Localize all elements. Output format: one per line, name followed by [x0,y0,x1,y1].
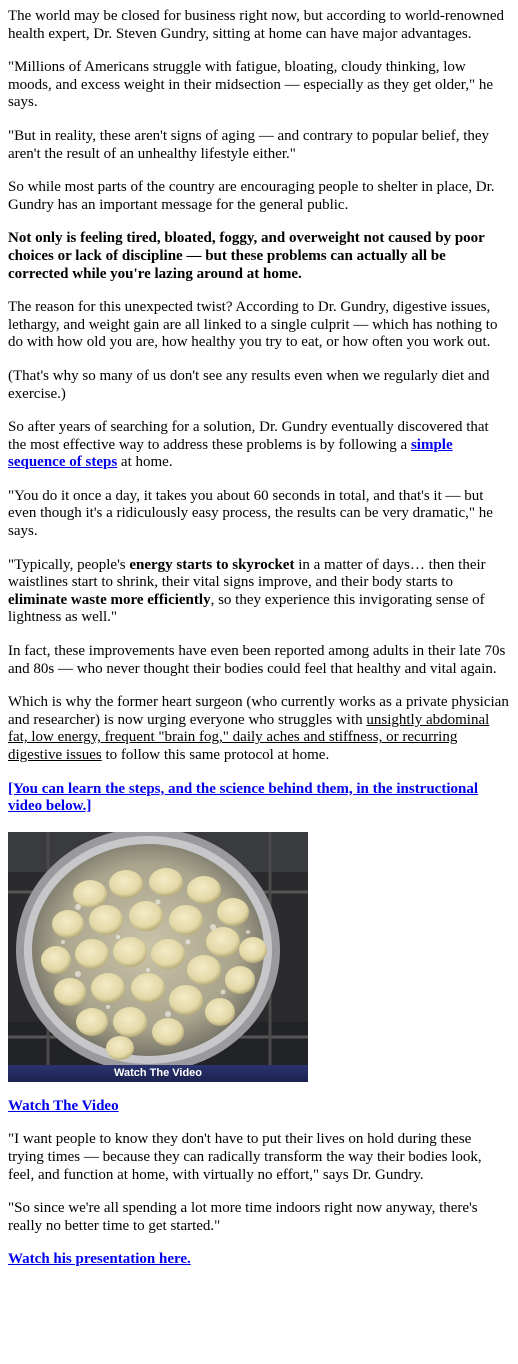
watch-video-link[interactable]: Watch The Video [8,1097,119,1114]
energy-bold-text: energy starts to skyrocket [129,556,295,573]
bold-claim-text: Not only is feeling tired, bloated, foggy, and overweight not caused by poor choices or lack of discipline — but these problems can actually all be corrected while you're lazing around at home. [8,230,485,282]
paragraph-solution [8,419,510,472]
quote4-part-c: in a matter of days… then their waistlines start to shrink, their vital signs improve, and their body starts to [8,556,486,591]
paragraph-quote-6: "So since we're all spending a lot more time indoors right now anyway, there's really no better time to get started." [8,1200,478,1234]
learn-steps-link[interactable]: [You can learn the steps, and the science behind them, in the instructional video below.] [8,780,479,815]
paragraph-culprit: The reason for this unexpected twist? According to Dr. Gundry, digestive issues, lethargy, and weight gain are all linked to a single culprit — which has nothing to do with how old you are, how healthy you try to eat, or how often you work out. [8,299,498,351]
paragraph-final-cta [8,1251,510,1269]
simple-sequence-link[interactable]: simple sequence of steps [8,436,453,471]
urging-text-before: Which is why the former heart surgeon (who currently works as a private physician and researcher) is now urging everyone who struggles with [8,694,509,728]
waste-bold-text: eliminate waste more efficiently [8,591,211,608]
paragraph-intro: The world may be closed for business right now, but according to world-renowned health expert, Dr. Steven Gundry, sitting at home can have major advantages. [8,8,504,42]
paragraph-watch-video [8,1098,510,1116]
pot-of-boiling-banana-slices-image [8,832,308,1082]
paragraph-shelter: So while most parts of the country are encouraging people to shelter in place, Dr. Gundry has an important message for the general public. [8,179,495,213]
paragraph-diet-note: (That's why so many of us don't see any results even when we regularly diet and exercise.) [8,367,490,402]
video-thumbnail-link[interactable] [8,832,308,1082]
video-thumbnail-container[interactable] [8,832,308,1082]
quote4-part-a: "Typically, people's [8,556,130,573]
watch-presentation-link[interactable]: Watch his presentation here. [8,1251,191,1268]
symptoms-underlined-text: unsightly abdominal fat, low energy, frequent "brain fog," daily aches and stiffness, or recurring digestive issues [8,711,490,763]
paragraph-quote-3: "You do it once a day, it takes you about 60 seconds in total, and that's it — but even though it's a ridiculously easy process, the results can be very dramatic," he says. [8,487,493,540]
paragraph-quote-5: "I want people to know they don't have to put their lives on hold during these trying times — because they can radically transform the way their bodies look, feel, and function at home, with virtually no effort," says Dr. Gundry. [8,1131,482,1183]
paragraph-quote-4 [8,557,510,627]
solution-text-before: So after years of searching for a solution, Dr. Gundry eventually discovered that the most effective way to address these problems is by following a [8,419,489,453]
solution-text-after: at home. [117,454,173,471]
paragraph-urging [8,694,510,764]
paragraph-cta [8,781,510,816]
video-caption-bar: Watch The Video [8,1065,308,1082]
article-body [0,8,518,1269]
paragraph-older-adults: In fact, these improvements have even been reported among adults in their late 70s and 80s — who never thought their bodies could feel that healthy and vital again. [8,643,506,677]
paragraph-quote-1: "Millions of Americans struggle with fatigue, bloating, cloudy thinking, low moods, and excess weight in their midsection — especially as they get older," he says. [8,59,493,111]
urging-text-after: to follow this same protocol at home. [101,747,330,763]
quote4-part-e: , so they experience this invigorating sense of lightness as well." [8,591,485,626]
paragraph-bold-claim [8,230,510,283]
paragraph-quote-2: "But in reality, these aren't signs of aging — and contrary to popular belief, they aren't the result of an unhealthy lifestyle either." [8,127,490,162]
